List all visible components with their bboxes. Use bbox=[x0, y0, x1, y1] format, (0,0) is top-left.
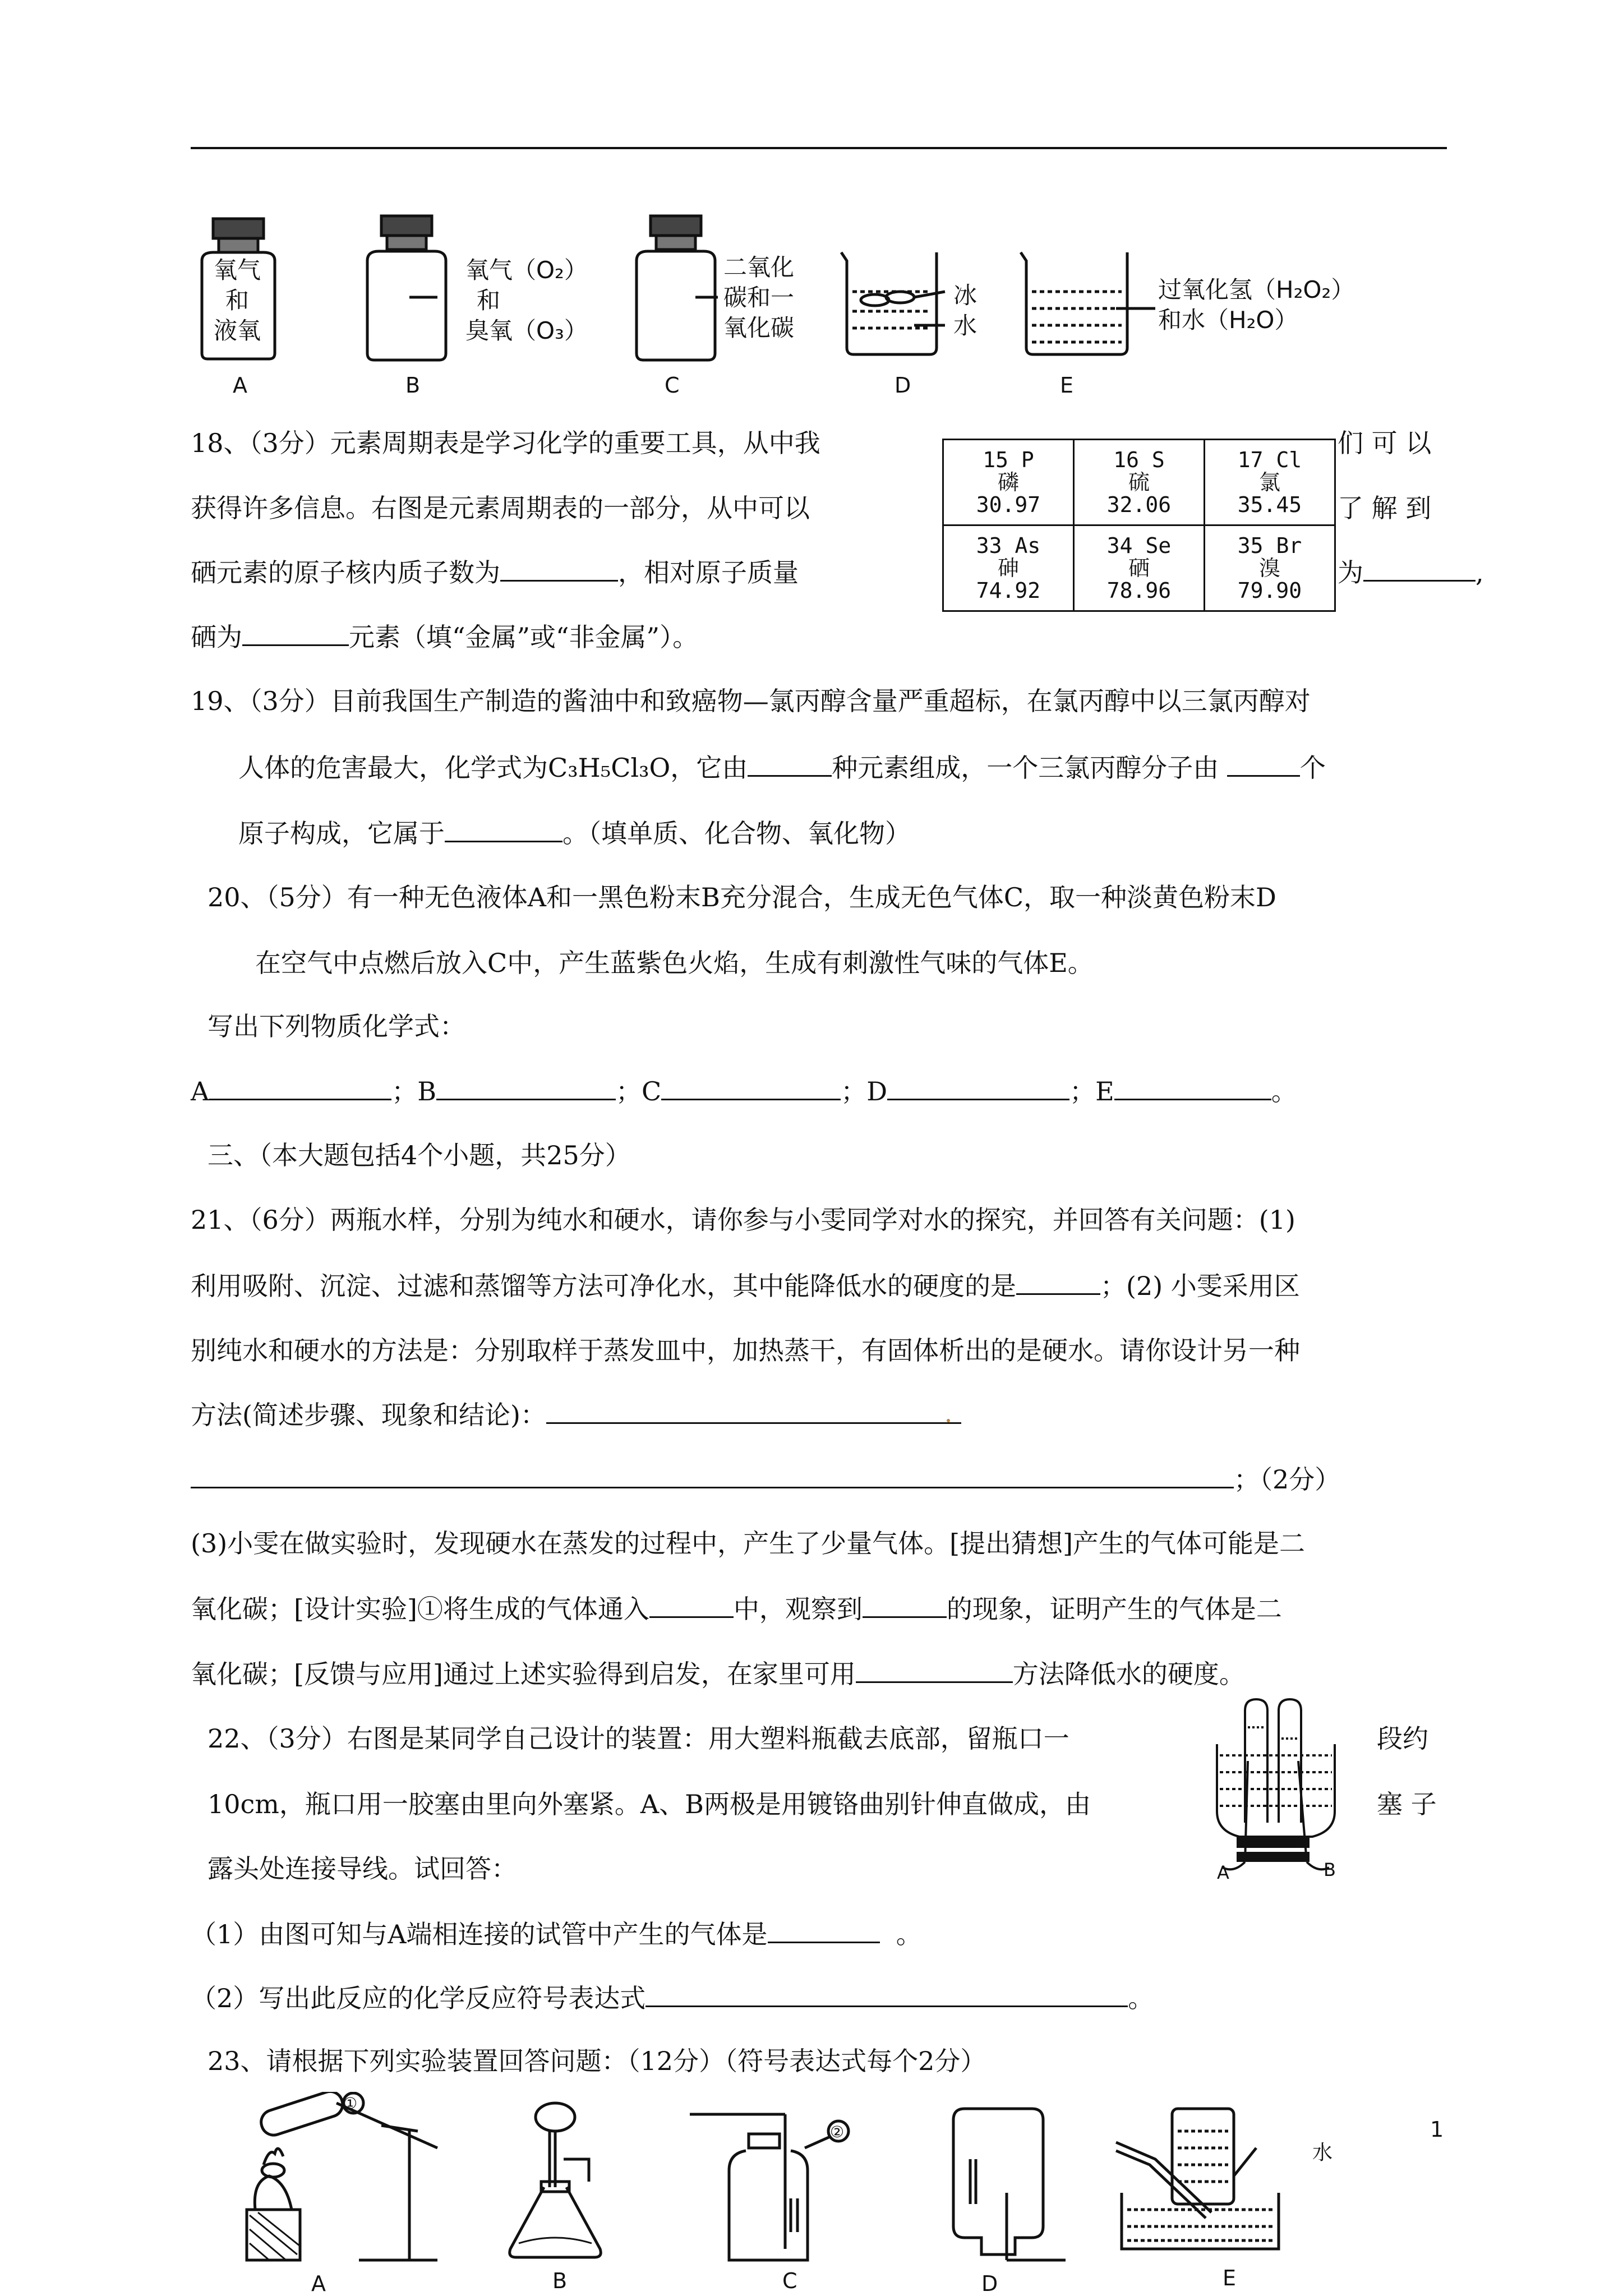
element-se: 34 Se 硒 78.96 bbox=[1074, 525, 1205, 611]
beaker-e bbox=[1021, 252, 1155, 354]
q20-line-2: 在空气中点燃后放入C中，产生蓝紫色火焰，生成有刺激性气味的气体E。 bbox=[255, 948, 1094, 978]
q18-line-1: 18、（3分）元素周期表是学习化学的重要工具，从中我 bbox=[191, 428, 820, 458]
apparatus-a bbox=[247, 2092, 437, 2260]
q18-line-4: 硒为 元素（填“金属”或“非金属”）。 bbox=[191, 620, 698, 654]
q20-line-3: 写出下列物质化学式： bbox=[208, 1011, 465, 1041]
q20-line-1: 20、（5分）有一种无色液体A和一黑色粉末B充分混合，生成无色气体C，取一种淡黄色粉末D bbox=[208, 882, 1276, 912]
q21-line-6: (3)小雯在做实验时，发现硬水在蒸发的过程中，产生了少量气体。[提出猜想]产生的气体可能是二 bbox=[191, 1528, 1306, 1559]
bottle-a-text: 氧气 和 液氧 bbox=[213, 256, 261, 344]
q23-water-label: 水 bbox=[1312, 2141, 1333, 2164]
apparatus-b bbox=[510, 2103, 601, 2257]
q23-label-d: D bbox=[981, 2271, 998, 2296]
electrolysis-label-b: B bbox=[1324, 1859, 1336, 1880]
q22-line-1: 22、（3分）右图是某同学自己设计的装置：用大塑料瓶截去底部，留瓶口一 bbox=[208, 1723, 1069, 1754]
q21-line-7: 氧化碳；[设计实验]①将生成的气体通入 中，观察到 的现象，证明产生的气体是二 bbox=[191, 1592, 1282, 1626]
electrolysis-figure bbox=[1206, 1694, 1346, 1884]
q20-answers: A ；B ；C ；D ；E 。 bbox=[191, 1074, 1297, 1108]
q23-mark-1: ① bbox=[343, 2094, 358, 2113]
q22-line-2-right: 塞 子 bbox=[1377, 1789, 1437, 1819]
element-cl: 17 Cl 氯 35.45 bbox=[1205, 440, 1335, 525]
element-br: 35 Br 溴 79.90 bbox=[1205, 525, 1335, 611]
q23-figure bbox=[224, 2092, 1413, 2271]
q21-line-8: 氧化碳；[反馈与应用]通过上述实验得到启发，在家里可用 方法降低水的硬度。 bbox=[191, 1657, 1245, 1691]
q17-label-b: B bbox=[405, 373, 421, 398]
element-s: 16 S 硫 32.06 bbox=[1074, 440, 1205, 525]
q22-line-1-right: 段约 bbox=[1377, 1723, 1428, 1754]
element-as: 33 As 砷 74.92 bbox=[943, 525, 1074, 611]
q21-line-5: ；（2分） bbox=[191, 1462, 1340, 1496]
electrolysis-label-a: A bbox=[1217, 1862, 1229, 1883]
q22-line-2: 10cm，瓶口用一胶塞由里向外塞紧。A、B两极是用镀铬曲别针伸直做成，由 bbox=[208, 1789, 1091, 1819]
q18-line-2: 获得许多信息。右图是元素周期表的一部分，从中可以 bbox=[191, 493, 810, 523]
q23-label-b: B bbox=[552, 2269, 568, 2293]
q22-line-4: （1）由图可知与A端相连接的试管中产生的气体是 。 bbox=[191, 1917, 922, 1951]
q19-line-2: 人体的危害最大，化学式为C₃H₅Cl₃O，它由 种元素组成，一个三氯丙醇分子由 个 bbox=[238, 750, 1326, 785]
q22-line-3: 露头处连接导线。试回答： bbox=[208, 1854, 517, 1884]
bottle-c-text: 二氧化 碳和一 氧化碳 bbox=[723, 253, 795, 342]
page-number: 1 bbox=[1430, 2117, 1444, 2142]
periodic-table-excerpt bbox=[942, 439, 1336, 612]
bottle-b-text: 氧气（O₂） 和 臭氧（O₃） bbox=[465, 256, 588, 344]
beaker-d-text: 冰 水 bbox=[953, 282, 978, 339]
apparatus-c bbox=[690, 2114, 849, 2260]
q18-line-3: 硒元素的原子核内质子数为 ，相对原子质量 bbox=[191, 555, 799, 589]
q17-label-c: C bbox=[665, 373, 680, 398]
q18-right-3: 为 , bbox=[1338, 555, 1484, 589]
q23-label-c: C bbox=[782, 2269, 797, 2293]
q23-label-a: A bbox=[311, 2271, 326, 2296]
q22-line-5: （2）写出此反应的化学反应符号表达式 。 bbox=[191, 1981, 1154, 2015]
q17-label-d: D bbox=[895, 373, 911, 398]
apparatus-e bbox=[1116, 2109, 1279, 2249]
bottle-b bbox=[367, 216, 446, 360]
element-p: 15 P 磷 30.97 bbox=[943, 440, 1074, 525]
q21-line-2: 利用吸附、沉淀、过滤和蒸馏等方法可净化水，其中能降低水的硬度的是 ；(2) 小雯采用区 bbox=[191, 1269, 1300, 1303]
beaker-d bbox=[841, 252, 945, 354]
q19-line-1: 19、（3分）目前我国生产制造的酱油中和致癌物—氯丙醇含量严重超标，在氯丙醇中以三氯丙醇对 bbox=[191, 686, 1311, 716]
bottle-c bbox=[637, 216, 718, 360]
q21-line-1: 21、（6分）两瓶水样，分别为纯水和硬水，请你参与小雯同学对水的探究，并回答有关问题：(1) bbox=[191, 1205, 1295, 1235]
q18-right-1: 们 可 以 bbox=[1338, 428, 1432, 458]
apparatus-d bbox=[953, 2109, 1066, 2260]
q21-line-3: 别纯水和硬水的方法是：分别取样于蒸发皿中，加热蒸干，有固体析出的是硬水。请你设计另一种 bbox=[191, 1335, 1300, 1366]
q17-label-a: A bbox=[233, 373, 247, 398]
q23-line-1: 23、请根据下列实验装置回答问题：（12分）（符号表达式每个2分） bbox=[208, 2046, 986, 2076]
q17-label-e: E bbox=[1060, 373, 1074, 398]
beaker-e-text: 过氧化氢（H₂O₂） 和水（H₂O） bbox=[1158, 276, 1355, 334]
header-rule bbox=[191, 147, 1447, 149]
q23-label-e: E bbox=[1223, 2266, 1237, 2290]
q23-mark-2: ② bbox=[830, 2123, 845, 2141]
q19-line-3: 原子构成，它属于 。（填单质、化合物、氧化物） bbox=[238, 816, 911, 850]
q21-line-4: 方法(简述步骤、现象和结论)： bbox=[191, 1398, 961, 1432]
q21-dot bbox=[947, 1419, 950, 1422]
q18-right-2: 了 解 到 bbox=[1338, 493, 1432, 523]
section-3-heading: 三、（本大题包括4个小题，共25分） bbox=[208, 1140, 631, 1170]
